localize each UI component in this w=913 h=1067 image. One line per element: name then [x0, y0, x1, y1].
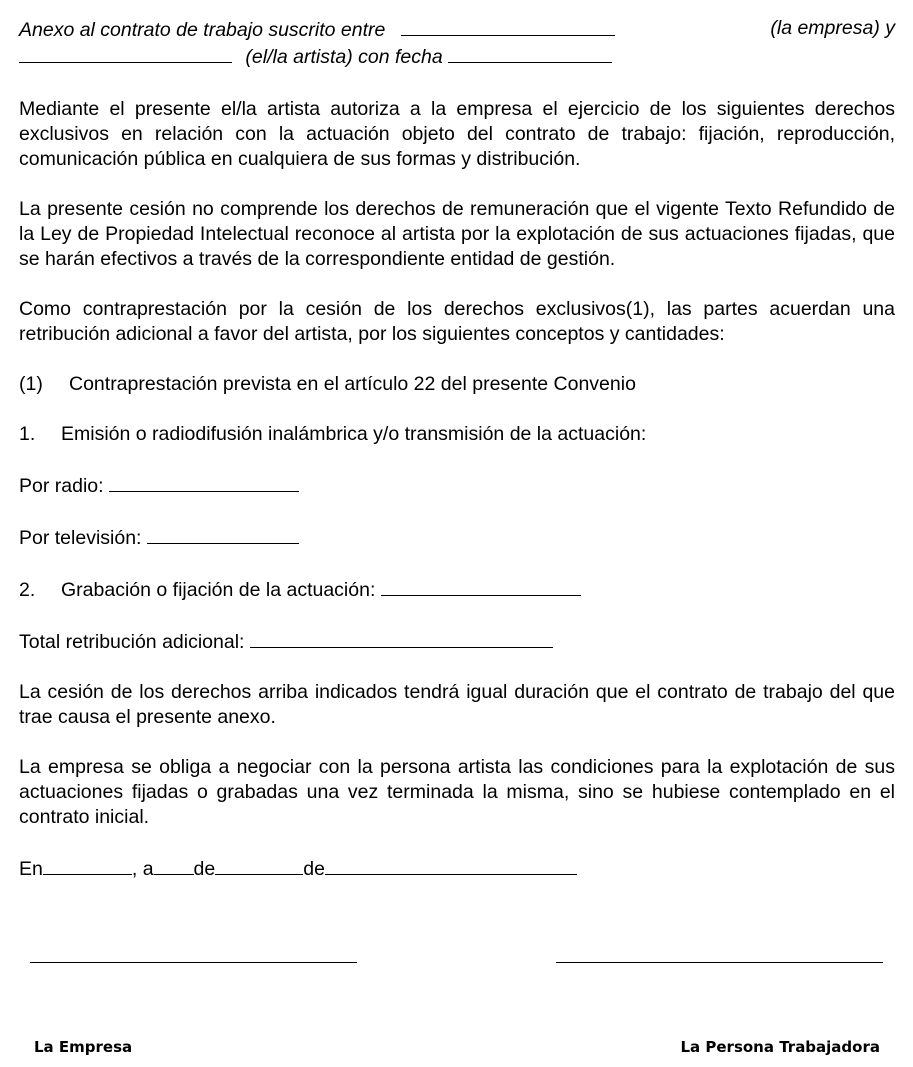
worker-signature-line[interactable]: [556, 962, 883, 963]
radio-label: Por radio:: [19, 475, 104, 497]
tv-amount-blank[interactable]: [147, 524, 299, 544]
place-blank[interactable]: [43, 855, 132, 875]
date-a-label: , a: [131, 858, 154, 880]
document-body: [19, 16, 895, 882]
duration-paragraph: La cesión de los derechos arriba indicados tendrá igual duración que el contrato de trabajo del que trae causa el presente anexo.: [19, 681, 895, 728]
worker-signature-label: La Persona Trabajadora: [680, 1038, 880, 1056]
month-blank[interactable]: [215, 855, 303, 875]
intro-text-1: Anexo al contrato de trabajo suscrito entre: [19, 19, 386, 41]
date-en-label: En: [19, 858, 43, 880]
rights-authorization-paragraph: Mediante el presente el/la artista autoriza a la empresa el ejercicio de los siguientes derechos exclusivos en relación con la actuación objeto del contrato de trabajo: fijación, reproducción, comunicación pública en cualquiera de sus formas y distribución.: [19, 98, 895, 170]
company-signature-line[interactable]: [30, 962, 357, 963]
compensation-paragraph: Como contraprestación por la cesión de los derechos exclusivos(1), las partes acuerdan una retribución adicional a favor del artista, por los siguientes conceptos y cantidades:: [19, 298, 895, 345]
total-label: Total retribución adicional:: [19, 631, 245, 653]
intro-paragraph: [19, 16, 895, 70]
company-signature-label: La Empresa: [34, 1038, 133, 1056]
date-de-label-2: de: [303, 858, 325, 880]
tv-line: [19, 524, 895, 551]
year-blank[interactable]: [325, 855, 577, 875]
recording-amount-blank[interactable]: [381, 576, 581, 596]
intro-text-2: (la empresa) y: [770, 17, 895, 39]
item-2-text: Grabación o fijación de la actuación:: [61, 579, 376, 601]
item-1-line: [19, 422, 895, 447]
total-line: [19, 628, 895, 655]
day-blank[interactable]: [154, 855, 194, 875]
footnote-text: Contraprestación prevista en el artículo 22 del presente Convenio: [69, 373, 636, 395]
footnote-number: (1): [19, 373, 43, 395]
footnote-line: [19, 372, 895, 397]
intro-text-3: (el/la artista) con fecha: [245, 46, 443, 68]
radio-amount-blank[interactable]: [109, 472, 299, 492]
tv-label: Por televisión:: [19, 527, 142, 549]
date-place-line: [19, 855, 895, 882]
date-de-label-1: de: [193, 858, 216, 880]
item-1-number: 1.: [19, 423, 36, 445]
total-amount-blank[interactable]: [250, 628, 553, 648]
item-2-number: 2.: [19, 579, 36, 601]
negotiation-paragraph: La empresa se obliga a negociar con la persona artista las condiciones para la explotación de sus actuaciones fijadas o grabadas una vez terminada la misma, sino se hubiese contemplado en el contrato inicial.: [19, 756, 895, 828]
contract-date-blank[interactable]: [448, 43, 612, 63]
item-2-line: [19, 576, 895, 603]
item-1-text: Emisión o radiodifusión inalámbrica y/o transmisión de la actuación:: [61, 423, 647, 445]
artist-name-blank[interactable]: [19, 43, 232, 63]
radio-line: [19, 472, 895, 499]
remuneration-exclusion-paragraph: La presente cesión no comprende los derechos de remuneración que el vigente Texto Refundido de la Ley de Propiedad Intelectual reconoce al artista por la explotación de sus actuaciones fijadas, que se harán efectivos a través de la correspondiente entidad de gestión.: [19, 198, 895, 270]
company-name-blank[interactable]: [401, 16, 615, 36]
